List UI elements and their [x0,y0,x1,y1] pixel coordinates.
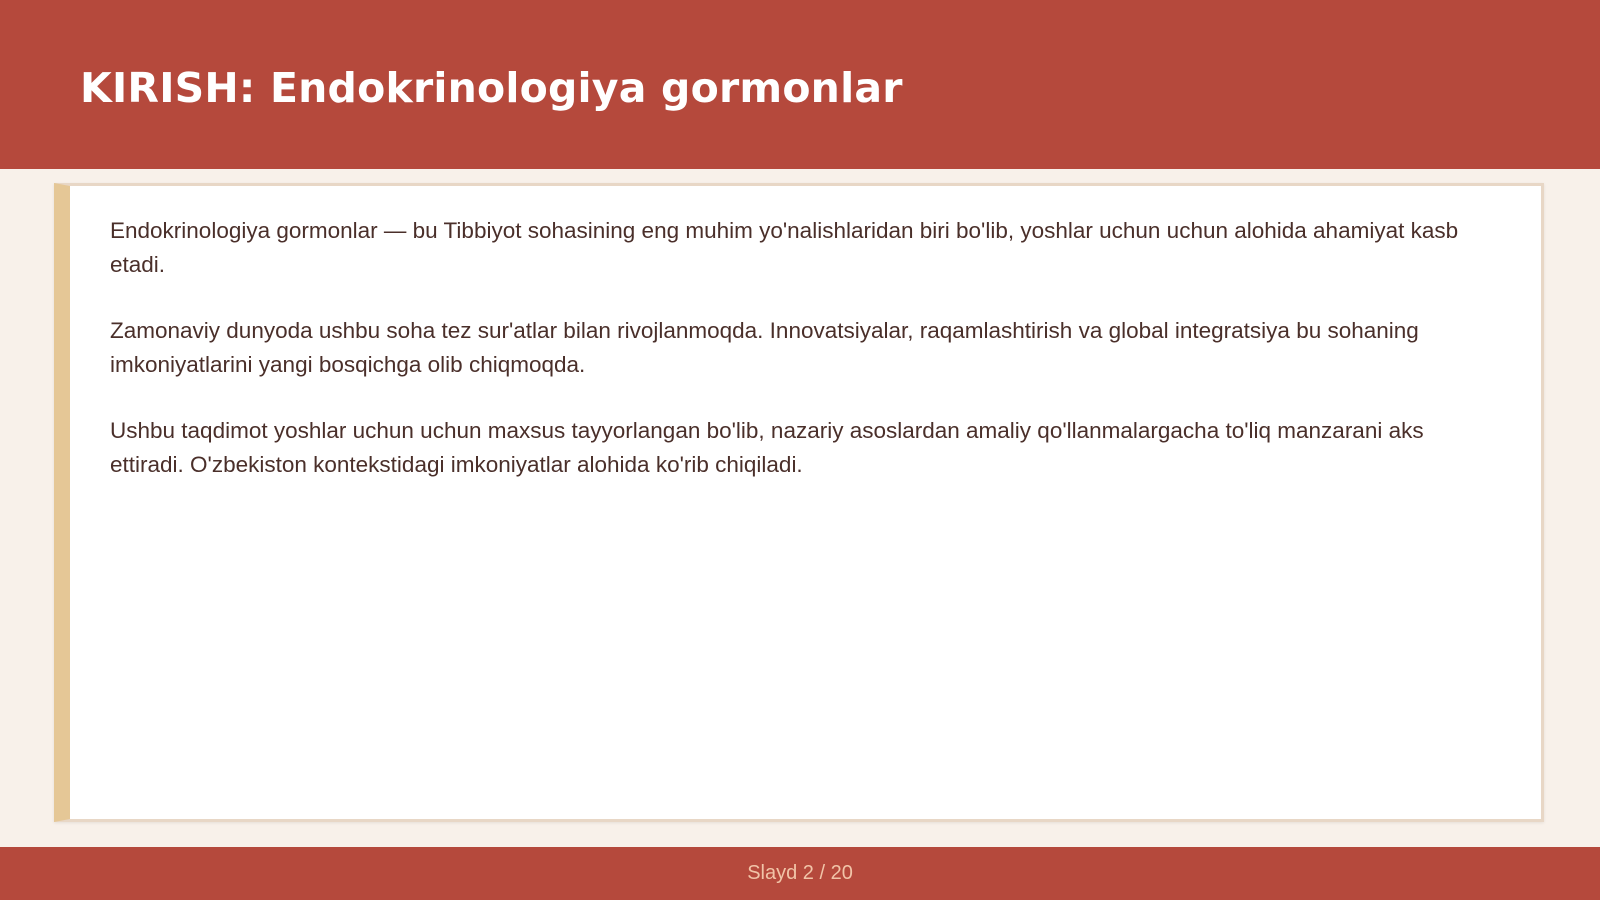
slide-footer [0,847,1600,900]
intro-paragraph-2: Zamonaviy dunyoda ushbu soha tez sur'atlar bilan rivojlanmoqda. Innovatsiyalar, raqamlashtirish va global integratsiya bu sohaning imkoniyatlarini yangi bosqichga olib chiqmoqda. [110,318,1419,377]
intro-paragraph-1: Endokrinologiya gormonlar — bu Tibbiyot sohasining eng muhim yo'nalishlaridan biri bo'lib, yoshlar uchun uchun alohida ahamiyat kasb etadi. [110,218,1459,277]
content-card [54,183,1544,822]
intro-paragraph-3: Ushbu taqdimot yoshlar uchun uchun maxsus tayyorlangan bo'lib, nazariy asoslardan amaliy qo'llanmalargacha to'liq manzarani aks ettiradi. O'zbekiston kontekstidagi imkoniyatlar alohida ko'rib chiqiladi. [110,418,1424,477]
slide-header [0,0,1600,169]
slide-counter: Slayd 2 / 20 [747,862,853,884]
slide-title: KIRISH: Endokrinologiya gormonlar [80,64,903,112]
